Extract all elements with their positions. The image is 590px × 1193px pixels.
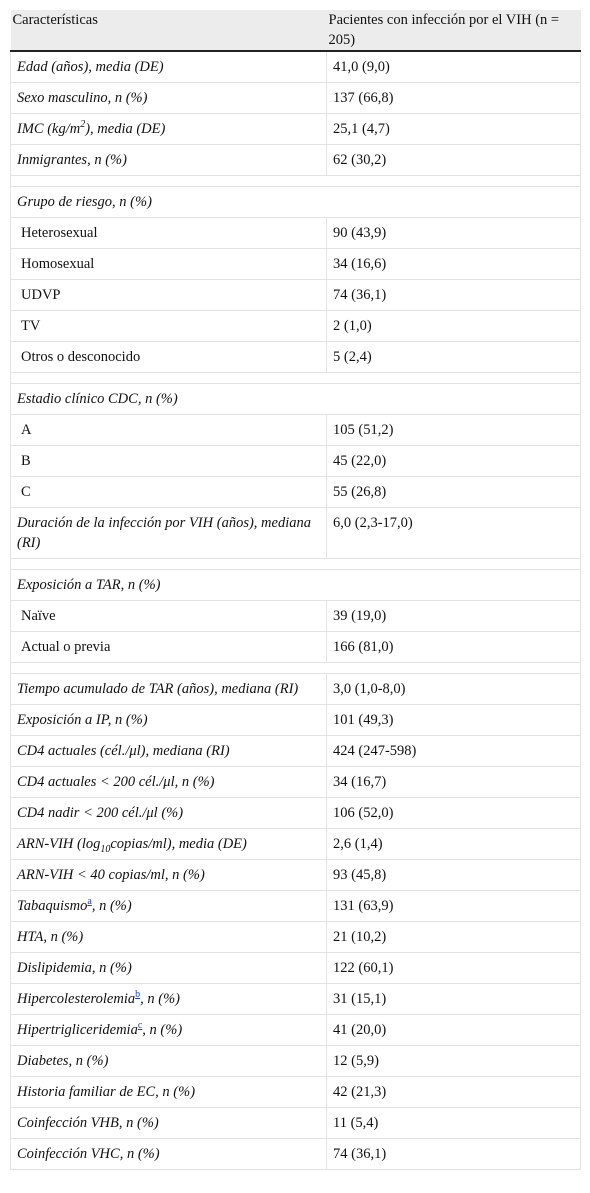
row-value: 55 (26,8): [327, 477, 581, 508]
table-row: [11, 218, 581, 249]
table-row: [11, 860, 581, 891]
row-value: 3,0 (1,0-8,0): [327, 674, 581, 705]
table-row: [11, 1046, 581, 1077]
row-label: Naïve: [11, 601, 327, 632]
spacer-row: [11, 559, 581, 570]
row-value: 62 (30,2): [327, 145, 581, 176]
row-label: Coinfección VHC, n (%): [11, 1139, 327, 1170]
subscript: 10: [100, 843, 111, 855]
row-label: CD4 actuales < 200 cél./μl, n (%): [11, 767, 327, 798]
table-row: [11, 477, 581, 508]
row-value: 137 (66,8): [327, 83, 581, 114]
table-row: [11, 1108, 581, 1139]
table-row: [11, 829, 581, 860]
table-row: [11, 601, 581, 632]
label-text: ARN-VIH (log: [17, 836, 101, 852]
label-text: , n (%): [140, 991, 180, 1007]
row-value: 424 (247-598): [327, 736, 581, 767]
table-row: [11, 632, 581, 663]
row-label: HTA, n (%): [11, 922, 327, 953]
row-value: 74 (36,1): [327, 1139, 581, 1170]
row-value: 12 (5,9): [327, 1046, 581, 1077]
row-value: 41 (20,0): [327, 1015, 581, 1046]
header-characteristics: Características: [11, 10, 327, 51]
group-label: Exposición a TAR, n (%): [11, 570, 581, 601]
group-label: Grupo de riesgo, n (%): [11, 187, 581, 218]
table-row: [11, 415, 581, 446]
row-value: 106 (52,0): [327, 798, 581, 829]
row-label: Edad (años), media (DE): [11, 51, 327, 83]
label-text: IMC (kg/m: [17, 121, 81, 137]
header-patients: Pacientes con infección por el VIH (n = 205): [327, 10, 581, 51]
table-row: [11, 446, 581, 477]
group-header-row: [11, 384, 581, 415]
table-row: [11, 674, 581, 705]
spacer-row: [11, 373, 581, 384]
row-label: Sexo masculino, n (%): [11, 83, 327, 114]
row-value: 34 (16,6): [327, 249, 581, 280]
table-row: [11, 736, 581, 767]
table-row: [11, 51, 581, 83]
table-row: [11, 1015, 581, 1046]
row-value: 90 (43,9): [327, 218, 581, 249]
table-row: [11, 891, 581, 922]
row-label: Homosexual: [11, 249, 327, 280]
row-label: [11, 114, 327, 145]
row-value: 122 (60,1): [327, 953, 581, 984]
row-label: Dislipidemia, n (%): [11, 953, 327, 984]
row-value: 42 (21,3): [327, 1077, 581, 1108]
table-row: [11, 114, 581, 145]
superscript: 2: [80, 119, 86, 131]
row-label: Tiempo acumulado de TAR (años), mediana (RI): [11, 674, 327, 705]
table-row: [11, 953, 581, 984]
label-text: Tabaquismo: [17, 898, 88, 914]
row-label: Actual o previa: [11, 632, 327, 663]
table-row: [11, 83, 581, 114]
row-label: ARN-VIH < 40 copias/ml, n (%): [11, 860, 327, 891]
row-value: 105 (51,2): [327, 415, 581, 446]
group-header-row: [11, 570, 581, 601]
label-text: , n (%): [91, 898, 132, 914]
row-label: CD4 nadir < 200 cél./μl (%): [11, 798, 327, 829]
row-label: Heterosexual: [11, 218, 327, 249]
table-row: [11, 798, 581, 829]
label-text: Hipertrigliceridemia: [17, 1022, 138, 1038]
group-label: Estadio clínico CDC, n (%): [11, 384, 581, 415]
row-label: C: [11, 477, 327, 508]
row-value: 101 (49,3): [327, 705, 581, 736]
row-label: [11, 829, 327, 860]
row-label: [11, 1015, 327, 1046]
row-label: UDVP: [11, 280, 327, 311]
label-text: Hipercolesterolemia: [17, 991, 136, 1007]
group-header-row: [11, 187, 581, 218]
table-row: [11, 249, 581, 280]
table-row: [11, 311, 581, 342]
footnote-link-b[interactable]: b: [135, 989, 141, 1001]
table-row: [11, 1077, 581, 1108]
row-label: [11, 891, 327, 922]
row-label: Duración de la infección por VIH (años), mediana (RI): [11, 508, 327, 559]
row-label: [11, 984, 327, 1015]
row-value: 21 (10,2): [327, 922, 581, 953]
row-label: A: [11, 415, 327, 446]
table-header-row: [11, 10, 581, 51]
row-value: 34 (16,7): [327, 767, 581, 798]
characteristics-table: [10, 10, 581, 1170]
row-value: 11 (5,4): [327, 1108, 581, 1139]
row-value: 2,6 (1,4): [327, 829, 581, 860]
label-text: copias/ml), media (DE): [110, 836, 247, 852]
spacer-row: [11, 663, 581, 674]
label-text: ), media (DE): [85, 121, 166, 137]
row-label: B: [11, 446, 327, 477]
label-text: , n (%): [142, 1022, 183, 1038]
row-label: Diabetes, n (%): [11, 1046, 327, 1077]
row-label: Otros o desconocido: [11, 342, 327, 373]
row-value: 74 (36,1): [327, 280, 581, 311]
row-label: CD4 actuales (cél./μl), mediana (RI): [11, 736, 327, 767]
row-value: 93 (45,8): [327, 860, 581, 891]
table-row: [11, 342, 581, 373]
footnote-link-c[interactable]: c: [137, 1020, 143, 1032]
table-row: [11, 508, 581, 559]
row-label: Historia familiar de EC, n (%): [11, 1077, 327, 1108]
row-label: Exposición a IP, n (%): [11, 705, 327, 736]
row-label: Inmigrantes, n (%): [11, 145, 327, 176]
row-value: 131 (63,9): [327, 891, 581, 922]
table-row: [11, 984, 581, 1015]
row-value: 25,1 (4,7): [327, 114, 581, 145]
table-row: [11, 922, 581, 953]
row-value: 6,0 (2,3-17,0): [327, 508, 581, 559]
row-value: 166 (81,0): [327, 632, 581, 663]
spacer-row: [11, 176, 581, 187]
table-row: [11, 280, 581, 311]
table-row: [11, 145, 581, 176]
row-value: 5 (2,4): [327, 342, 581, 373]
table-row: [11, 705, 581, 736]
row-value: 41,0 (9,0): [327, 51, 581, 83]
row-value: 31 (15,1): [327, 984, 581, 1015]
footnote-link-a[interactable]: a: [87, 896, 92, 908]
row-value: 39 (19,0): [327, 601, 581, 632]
table-row: [11, 1139, 581, 1170]
row-label: TV: [11, 311, 327, 342]
row-label: Coinfección VHB, n (%): [11, 1108, 327, 1139]
row-value: 2 (1,0): [327, 311, 581, 342]
table-row: [11, 767, 581, 798]
row-value: 45 (22,0): [327, 446, 581, 477]
